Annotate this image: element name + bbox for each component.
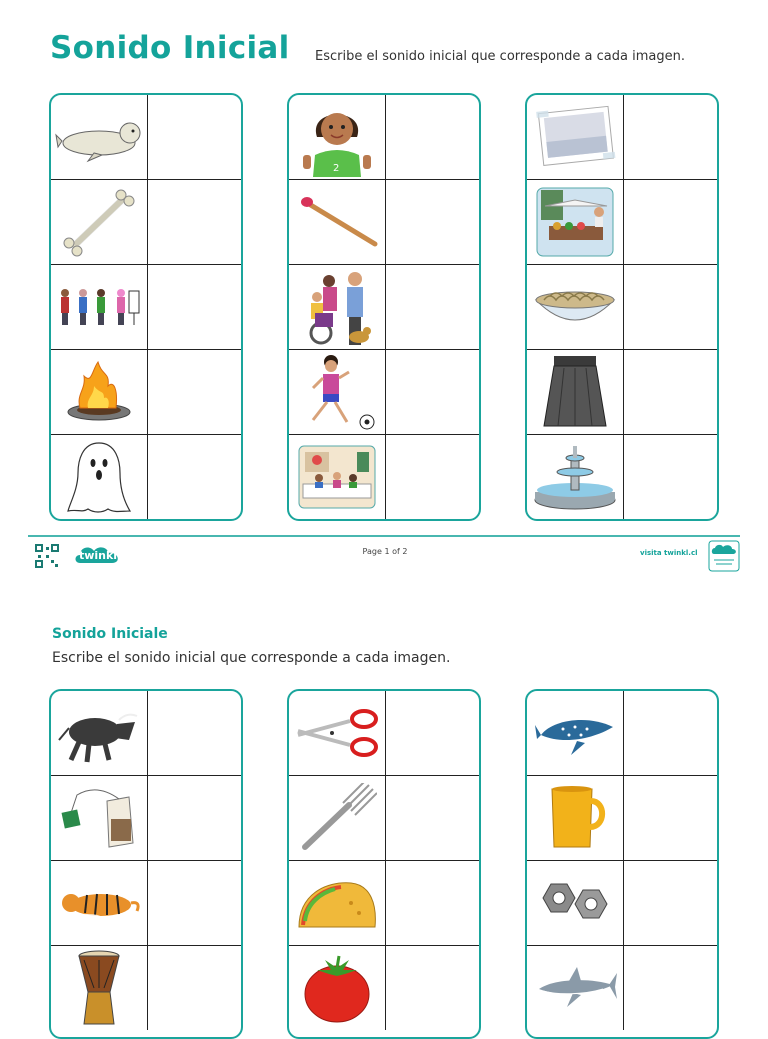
picture-table-4 [49,689,243,1039]
answer-cell[interactable] [148,435,241,519]
answer-cell[interactable] [624,265,717,349]
answer-cell[interactable] [624,350,717,434]
answer-cell[interactable] [148,180,241,264]
table-row [51,265,241,350]
instruction-text: Escribe el sonido inicial que corresponde a cada imagen. [315,49,685,64]
picture-table-1 [49,93,243,521]
campfire-icon [51,350,148,434]
party-scene-icon [289,435,386,519]
nuts-icon [527,861,624,945]
table-row [289,861,479,946]
bone-icon [51,180,148,264]
table-row [289,350,479,435]
table-row [527,691,717,776]
answer-cell[interactable] [386,946,479,1030]
table-row [51,691,241,776]
table-row [527,861,717,946]
page-number: Page 1 of 2 [362,547,408,556]
scissors-icon [289,691,386,775]
answer-cell[interactable] [624,180,717,264]
table-row [289,435,479,519]
table-row [527,946,717,1030]
answer-cell[interactable] [148,95,241,179]
answer-cell[interactable] [148,946,241,1030]
whale-shark-icon [527,691,624,775]
table-row [51,861,241,946]
visit-link[interactable]: visita twinkl.cl [640,549,698,557]
answer-cell[interactable] [386,350,479,434]
page-2-instruction: Escribe el sonido inicial que corresponde a cada imagen. [52,650,451,666]
djembe-drum-icon [51,946,148,1030]
answer-cell[interactable] [624,95,717,179]
answer-cell[interactable] [386,435,479,519]
answer-cell[interactable] [386,861,479,945]
quality-badge-icon [708,540,740,572]
answer-cell[interactable] [148,776,241,860]
answer-cell[interactable] [624,691,717,775]
picture-table-6 [525,689,719,1039]
skirt-icon [527,350,624,434]
table-row [51,180,241,265]
ghost-icon [51,435,148,519]
table-row [51,95,241,180]
fountain-icon [527,435,624,519]
picture-table-5 [287,689,481,1039]
footer-divider [28,535,740,537]
table-row [51,946,241,1030]
table-row [527,350,717,435]
answer-cell[interactable] [386,265,479,349]
answer-cell[interactable] [624,776,717,860]
people-in-line-icon [51,265,148,349]
answer-cell[interactable] [148,861,241,945]
table-row [527,776,717,861]
fork-icon [289,776,386,860]
answer-cell[interactable] [386,180,479,264]
picture-table-2 [287,93,481,521]
twinkl-logo-text: twinkl [78,548,118,562]
spaghetti-icon [527,265,624,349]
matchstick-icon [289,180,386,264]
tea-bag-icon [51,776,148,860]
tomato-icon [289,946,386,1030]
girl-playing-soccer-icon [289,350,386,434]
answer-cell[interactable] [148,265,241,349]
shark-icon [527,946,624,1030]
table-row [289,180,479,265]
table-row [527,435,717,519]
table-row [289,95,479,180]
qr-code-icon [34,543,60,569]
table-row [527,95,717,180]
tiger-icon [51,861,148,945]
answer-cell[interactable] [386,776,479,860]
taco-icon [289,861,386,945]
answer-cell[interactable] [148,691,241,775]
svg-text:2: 2 [333,163,340,174]
family-icon [289,265,386,349]
bull-icon [51,691,148,775]
seal-icon [51,95,148,179]
table-row [527,265,717,350]
picture-table-3 [525,93,719,521]
table-row [527,180,717,265]
photograph-icon [527,95,624,179]
table-row [289,691,479,776]
table-row [289,946,479,1030]
page-2-title: Sonido Iniciale [52,626,168,642]
girl-thumbs-up-icon [289,95,386,179]
answer-cell[interactable] [624,861,717,945]
answer-cell[interactable] [386,691,479,775]
page-title: Sonido Inicial [50,30,290,66]
table-row [51,435,241,519]
market-stall-icon [527,180,624,264]
answer-cell[interactable] [624,435,717,519]
answer-cell[interactable] [148,350,241,434]
answer-cell[interactable] [386,95,479,179]
table-row [289,265,479,350]
mug-icon [527,776,624,860]
twinkl-logo [74,543,122,567]
table-row [289,776,479,861]
table-row [51,776,241,861]
table-row [51,350,241,435]
answer-cell[interactable] [624,946,717,1030]
